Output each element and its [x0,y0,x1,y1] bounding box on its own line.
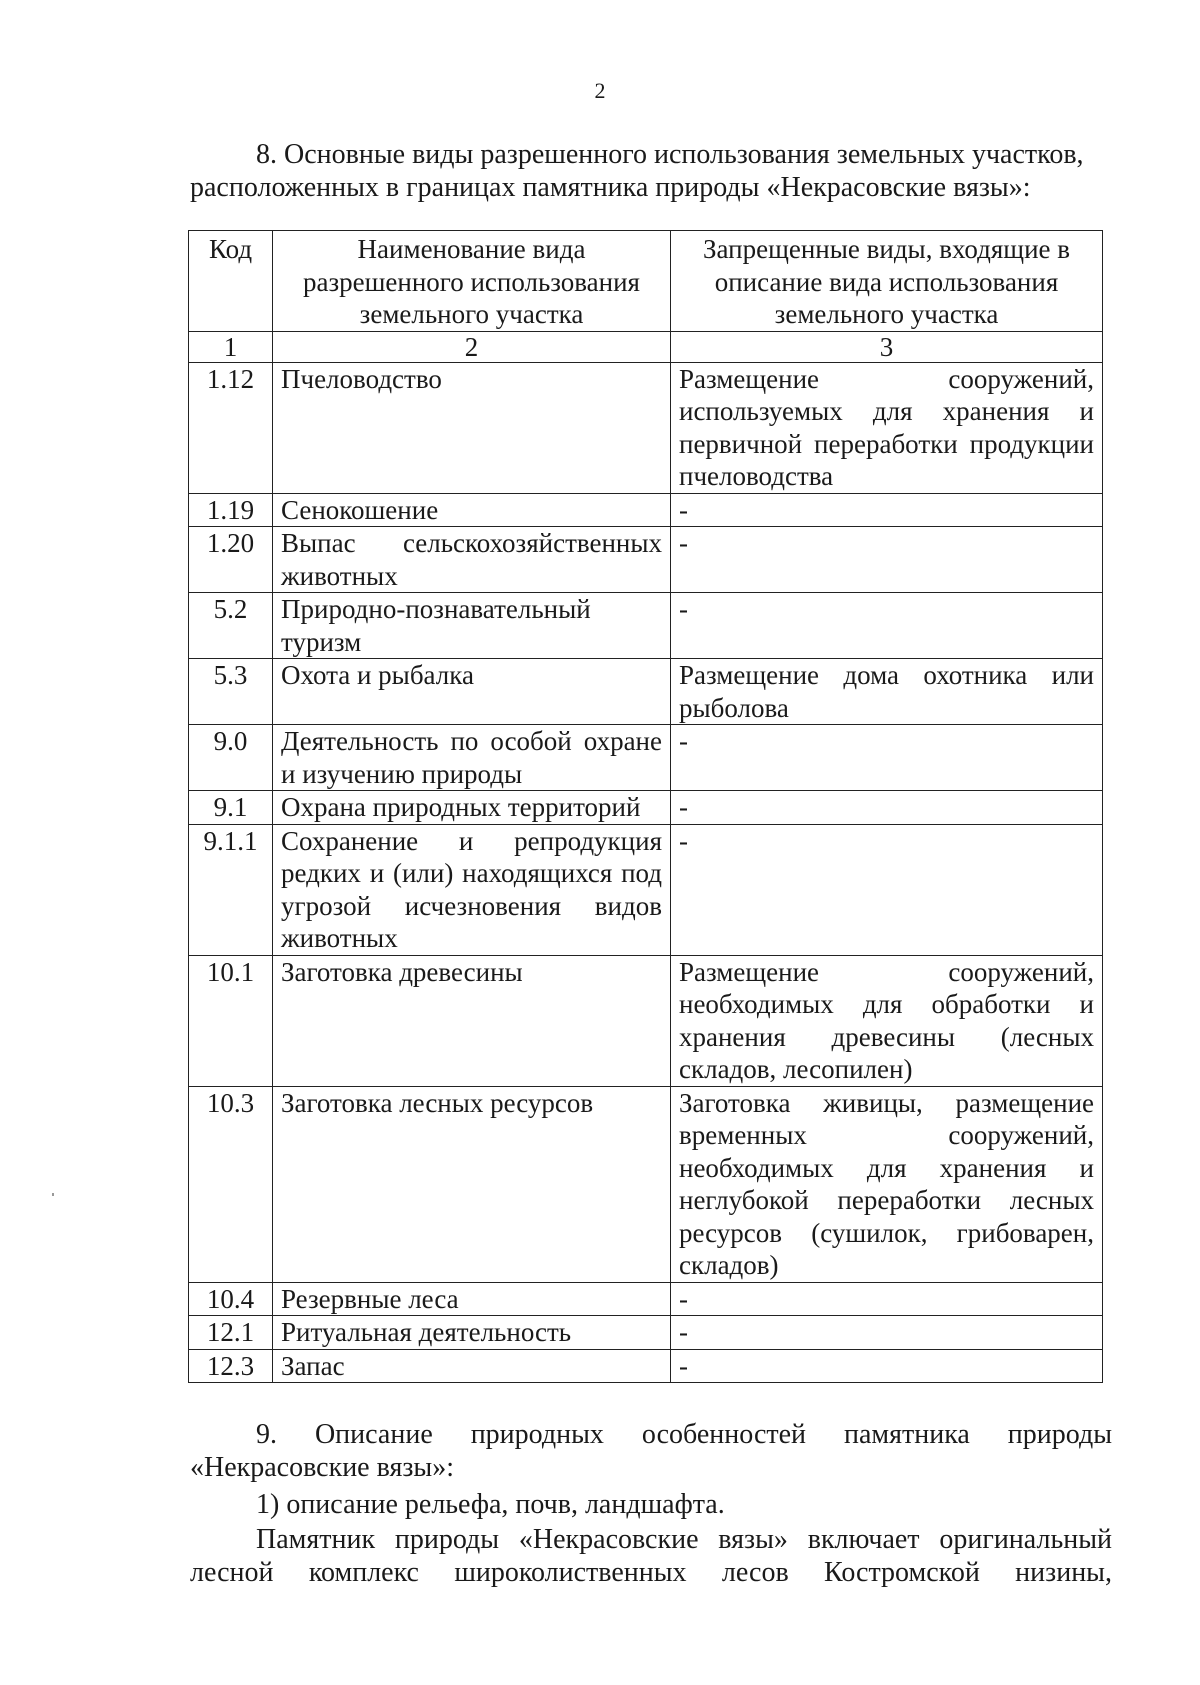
row-banned-uses: - [671,593,1103,659]
row-code: 9.1.1 [189,824,273,955]
table-row [189,824,1103,955]
column-number: 1 [189,331,273,362]
row-use-name: Деятельность по особой охране и изучению природы [273,725,671,791]
table-row [189,1282,1103,1316]
row-use-name: Охота и рыбалка [273,659,671,725]
row-code: 5.3 [189,659,273,725]
row-use-name: Ритуальная деятельность [273,1316,671,1350]
table-row [189,362,1103,493]
description-line-2: лесной комплекс широколиственных лесов Костромской низины, [190,1557,1112,1588]
row-banned-uses: - [671,493,1103,527]
row-code: 1.19 [189,493,273,527]
row-banned-uses: Размещение сооружений, используемых для хранения и первичной переработки продукции пчеловодства [671,362,1103,493]
table-header-row [189,231,1103,332]
header-banned: Запрещенные виды, входящие в описание вида использования земельного участка [671,231,1103,332]
row-use-name: Резервные леса [273,1282,671,1316]
row-use-name: Заготовка лесных ресурсов [273,1086,671,1282]
row-code: 10.4 [189,1282,273,1316]
section-8-heading-line-2: расположенных в границах памятника природы «Некрасовские вязы»: [190,172,1031,203]
table-row [189,527,1103,593]
page-number: 2 [594,78,606,103]
row-banned-uses: - [671,791,1103,825]
row-code: 12.3 [189,1349,273,1383]
section-9-heading-line-2: «Некрасовские вязы»: [190,1452,454,1483]
row-banned-uses: - [671,725,1103,791]
section-8-heading [190,138,1112,204]
table-row [189,1316,1103,1350]
row-code: 9.1 [189,791,273,825]
table-row [189,955,1103,1086]
row-use-name: Выпас сельскохозяйственных животных [273,527,671,593]
row-use-name: Заготовка древесины [273,955,671,1086]
row-banned-uses: - [671,1349,1103,1383]
table-row [189,593,1103,659]
row-code: 1.12 [189,362,273,493]
row-code: 10.1 [189,955,273,1086]
row-use-name: Сохранение и репродукция редких и (или) находящихся под угрозой исчезновения видов животных [273,824,671,955]
row-code: 1.20 [189,527,273,593]
description-paragraph [190,1523,1112,1589]
permitted-uses-table [188,230,1103,1383]
table-row [189,493,1103,527]
row-banned-uses: Размещение сооружений, необходимых для обработки и хранения древесины (лесных складов, лесопилен) [671,955,1103,1086]
table-row [189,725,1103,791]
table-row [189,1086,1103,1282]
row-code: 9.0 [189,725,273,791]
row-use-name: Пчеловодство [273,362,671,493]
section-8-heading-line-1: 8. Основные виды разрешенного использования земельных участков, [256,139,1084,170]
column-number-row [189,331,1103,362]
section-9-heading-line-1: 9. Описание природных особенностей памятника природы [256,1419,1112,1450]
description-line-1: Памятник природы «Некрасовские вязы» включает оригинальный [256,1524,1112,1555]
row-banned-uses: - [671,527,1103,593]
row-code: 10.3 [189,1086,273,1282]
header-code: Код [189,231,273,332]
section-9-heading [190,1418,1112,1484]
row-code: 5.2 [189,593,273,659]
row-banned-uses: Заготовка живицы, размещение временных сооружений, необходимых для хранения и неглубокой переработки лесных ресурсов (сушилок, грибоварен, складов) [671,1086,1103,1282]
table-body [189,362,1103,1383]
table-row [189,791,1103,825]
row-use-name: Охрана природных территорий [273,791,671,825]
row-use-name: Сенокошение [273,493,671,527]
header-name: Наименование вида разрешенного использования земельного участка [273,231,671,332]
row-banned-uses: Размещение дома охотника или рыболова [671,659,1103,725]
row-code: 12.1 [189,1316,273,1350]
column-number: 2 [273,331,671,362]
row-banned-uses: - [671,1282,1103,1316]
table-row [189,1349,1103,1383]
row-use-name: Запас [273,1349,671,1383]
row-banned-uses: - [671,824,1103,955]
scan-speck [52,1193,54,1196]
subsection-1-heading: 1) описание рельефа, почв, ландшафта. [256,1489,725,1520]
row-banned-uses: - [671,1316,1103,1350]
row-use-name: Природно-познавательный туризм [273,593,671,659]
table-row [189,659,1103,725]
column-number: 3 [671,331,1103,362]
